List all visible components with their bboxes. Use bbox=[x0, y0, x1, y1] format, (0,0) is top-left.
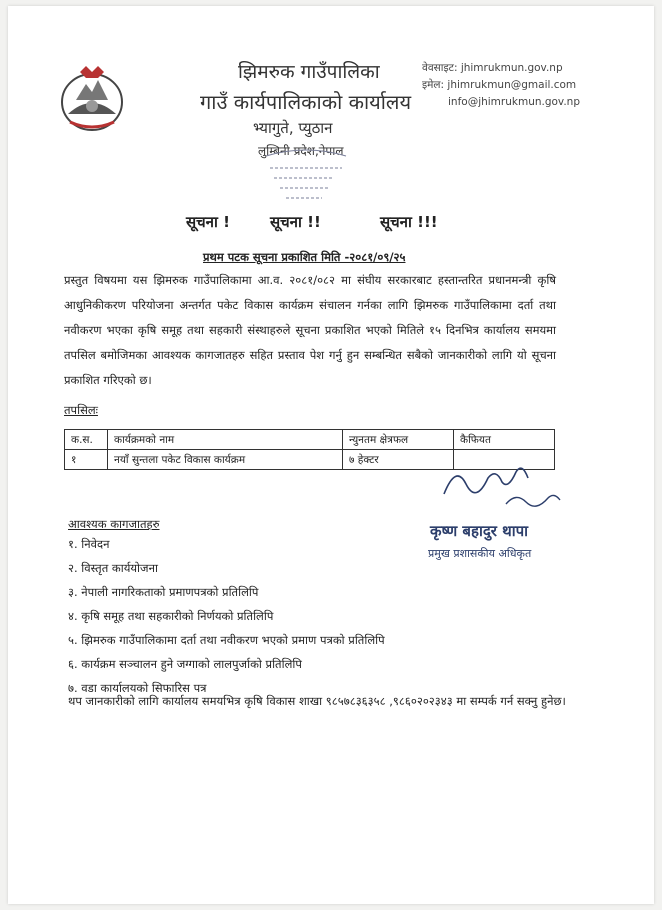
publish-date-line: प्रथम पटक सूचना प्रकाशित मिति -२०८१/०९/२५ bbox=[203, 250, 406, 264]
signatory-title: प्रमुख प्रशासकीय अधिकृत bbox=[428, 547, 532, 560]
contact-footer: थप जानकारीको लागि कार्यालय समयभित्र कृषि विकास शाखा ९८५७८३६३५८ ,९८६०२०२३४३ मा सम्पर्क गर्न सक्नु हुनेछ। bbox=[68, 694, 566, 708]
requirements-heading: आवश्यक कागजातहरु bbox=[68, 517, 160, 531]
address-line-1: भ्यागुते, प्युठान bbox=[253, 119, 333, 137]
notice-body: प्रस्तुत विषयमा यस झिमरुक गाउँपालिकामा आ.व. २०८१/०८२ मा संघीय सरकारबाट हस्तान्तरित प्रधानमन्त्री कृषि आधुनिकीकरण परियोजना अन्तर्गत पकेट विकास कार्यक्रम संचालन गर्नका लागि झिमरुक गाउँपालिकामा दर्ता तथा नवीकरण भएका कृषि समूह तथा सहकारी संस्थाहरुले सूचना प्रकाशित भएको मितिले १५ दिनभित्र कार्यालय समयमा तपसिल बमोजिमका आवश्यक कागजातहरु सहित प्रस्ताव पेश गर्नु हुन सम्बन्धित सबैको जानकारीको लागि यो सूचना प्रकाशित गरिएको छ। bbox=[64, 273, 556, 387]
org-name: झिमरुक गाउँपालिका bbox=[238, 61, 380, 83]
requirements-list bbox=[68, 532, 385, 700]
nepal-emblem-icon bbox=[58, 62, 126, 134]
table-cell: ७ हेक्टर bbox=[343, 450, 454, 470]
table-header-cell: क.स. bbox=[65, 430, 108, 450]
email-text-secondary: info@jhimrukmun.gov.np bbox=[448, 96, 580, 108]
office-stamp-icon bbox=[256, 146, 356, 206]
handwritten-signature-icon bbox=[436, 454, 566, 514]
list-item: २. विस्तृत कार्ययोजना bbox=[68, 561, 158, 575]
address-line-2: लुम्बिनी प्रदेश,नेपाल bbox=[258, 144, 344, 158]
list-item: ४. कृषि समूह तथा सहकारीको निर्णयको प्रतिलिपि bbox=[68, 609, 274, 623]
list-item: १. निवेदन bbox=[68, 537, 110, 551]
table-header-cell: न्युनतम क्षेत्रफल bbox=[343, 430, 454, 450]
table-cell: नयाँ सुन्तला पकेट विकास कार्यक्रम bbox=[108, 450, 343, 470]
notice-label: सूचना !!! bbox=[380, 213, 438, 231]
notice-page bbox=[8, 6, 654, 904]
list-item: ७. वडा कार्यालयको सिफारिस पत्र bbox=[68, 681, 207, 695]
office-name: गाउँ कार्यपालिकाको कार्यालय bbox=[200, 90, 412, 114]
notice-label: सूचना !! bbox=[270, 213, 321, 231]
list-item: ६. कार्यक्रम सञ्चालन हुने जग्गाको लालपुर्जाको प्रतिलिपि bbox=[68, 657, 302, 671]
table-cell: १ bbox=[65, 450, 108, 470]
list-item: ५. झिमरुक गाउँपालिकामा दर्ता तथा नवीकरण भएको प्रमाण पत्रको प्रतिलिपि bbox=[68, 633, 385, 647]
website-text: वेवसाइट: jhimrukmun.gov.np bbox=[422, 62, 563, 74]
email-text: इमेल: jhimrukmun@gmail.com bbox=[422, 79, 577, 91]
notice-label: सूचना ! bbox=[186, 213, 230, 231]
table-header-cell: कार्यक्रमको नाम bbox=[108, 430, 343, 450]
table-header-row bbox=[65, 430, 555, 450]
signatory-name: कृष्ण बहादुर थापा bbox=[430, 522, 529, 540]
list-item: ३. नेपाली नागरिकताको प्रमाणपत्रको प्रतिलिपि bbox=[68, 585, 259, 599]
table-header-cell: कैफियत bbox=[454, 430, 555, 450]
details-label: तपसिलः bbox=[64, 403, 98, 417]
